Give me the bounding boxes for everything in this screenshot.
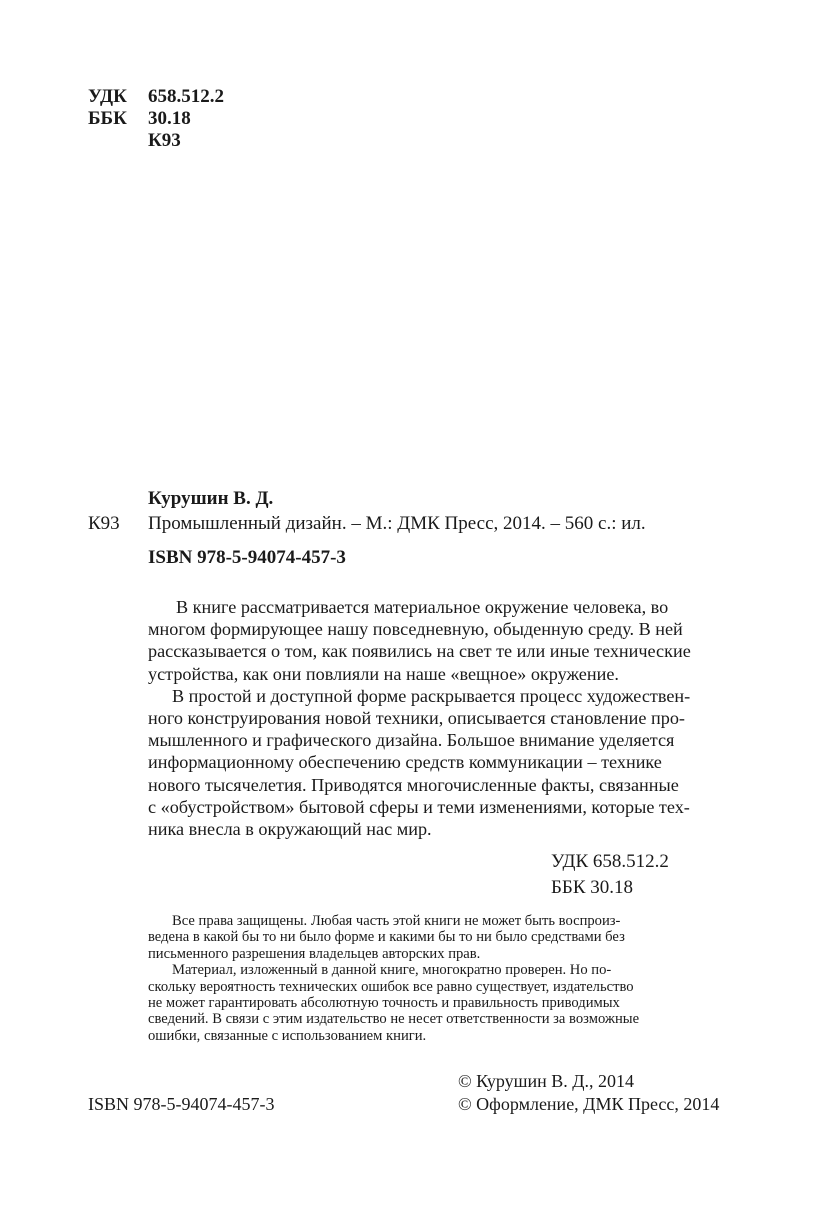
rights-line: не может гарантировать абсолютную точность и правильность приводимых [148, 995, 620, 1012]
rights-line: письменного разрешения владельцев авторских прав. [148, 945, 481, 962]
bib-title-line: Промышленный дизайн. – М.: ДМК Пресс, 2014. – 560 с.: ил. [148, 513, 646, 534]
bbk-label: ББК [88, 108, 127, 129]
rights-line: ведена в какой бы то ни было форме и какими бы то ни было средствами без [148, 929, 625, 946]
annotation [148, 596, 740, 840]
annotation-line: нового тысячелетия. Приводятся многочисленные факты, связанные [148, 774, 679, 795]
udk-value: 658.512.2 [148, 86, 224, 107]
footer-isbn: ISBN 978-5-94074-457-3 [88, 1094, 275, 1114]
annotation-line: устройства, как они повлияли на наше «вещное» окружение. [148, 663, 619, 684]
rights-line: ошибки, связанные с использованием книги. [148, 1027, 427, 1044]
bbk-value: 30.18 [148, 108, 191, 129]
annotation-line: мышленного и графического дизайна. Большое внимание уделяется [148, 730, 675, 751]
annotation-paragraph-2 [148, 685, 740, 840]
bbk-right: ББК 30.18 [551, 877, 633, 898]
author-mark-top: К93 [148, 130, 181, 151]
bib-author: Курушин В. Д. [148, 488, 274, 509]
copyright-design: © Оформление, ДМК Пресс, 2014 [458, 1094, 720, 1114]
annotation-line: В простой и доступной форме раскрывается процесс художествен- [172, 685, 691, 706]
rights-line: скольку вероятность технических ошибок все равно существует, издательство [148, 978, 634, 995]
bbk-row [88, 108, 191, 130]
annotation-line: В книге рассматривается материальное окружение человека, во [176, 597, 669, 617]
udk-label: УДК [88, 86, 127, 107]
rights-line: сведений. В связи с этим издательство не несет ответственности за возможные [148, 1011, 640, 1028]
author-mark-row [88, 130, 181, 152]
annotation-paragraph-1 [148, 596, 740, 685]
annotation-line: информационному обеспечению средств коммуникации – технике [148, 752, 662, 773]
annotation-line: многом формирующее нашу повседневную, обыденную среду. В ней [148, 619, 683, 640]
udk-right: УДК 658.512.2 [551, 851, 669, 872]
annotation-line: ного конструирования новой техники, описывается становление про- [148, 708, 685, 729]
bib-isbn: ISBN 978-5-94074-457-3 [148, 547, 346, 568]
annotation-line: рассказывается о том, как появились на свет те или иные технические [148, 641, 691, 662]
annotation-line: с «обустройством» бытовой сферы и теми изменениями, которые тех- [148, 796, 690, 817]
rights-line: Все права защищены. Любая часть этой книги не может быть воспроиз- [172, 913, 621, 929]
rights-line: Материал, изложенный в данной книге, многократно проверен. Но по- [172, 962, 612, 979]
rights-notice [148, 913, 740, 1044]
copyright-author: © Курушин В. Д., 2014 [458, 1071, 635, 1091]
udk-row [88, 86, 224, 108]
annotation-line: ника внесла в окружающий нас мир. [148, 819, 432, 840]
bib-author-mark: К93 [88, 513, 120, 534]
